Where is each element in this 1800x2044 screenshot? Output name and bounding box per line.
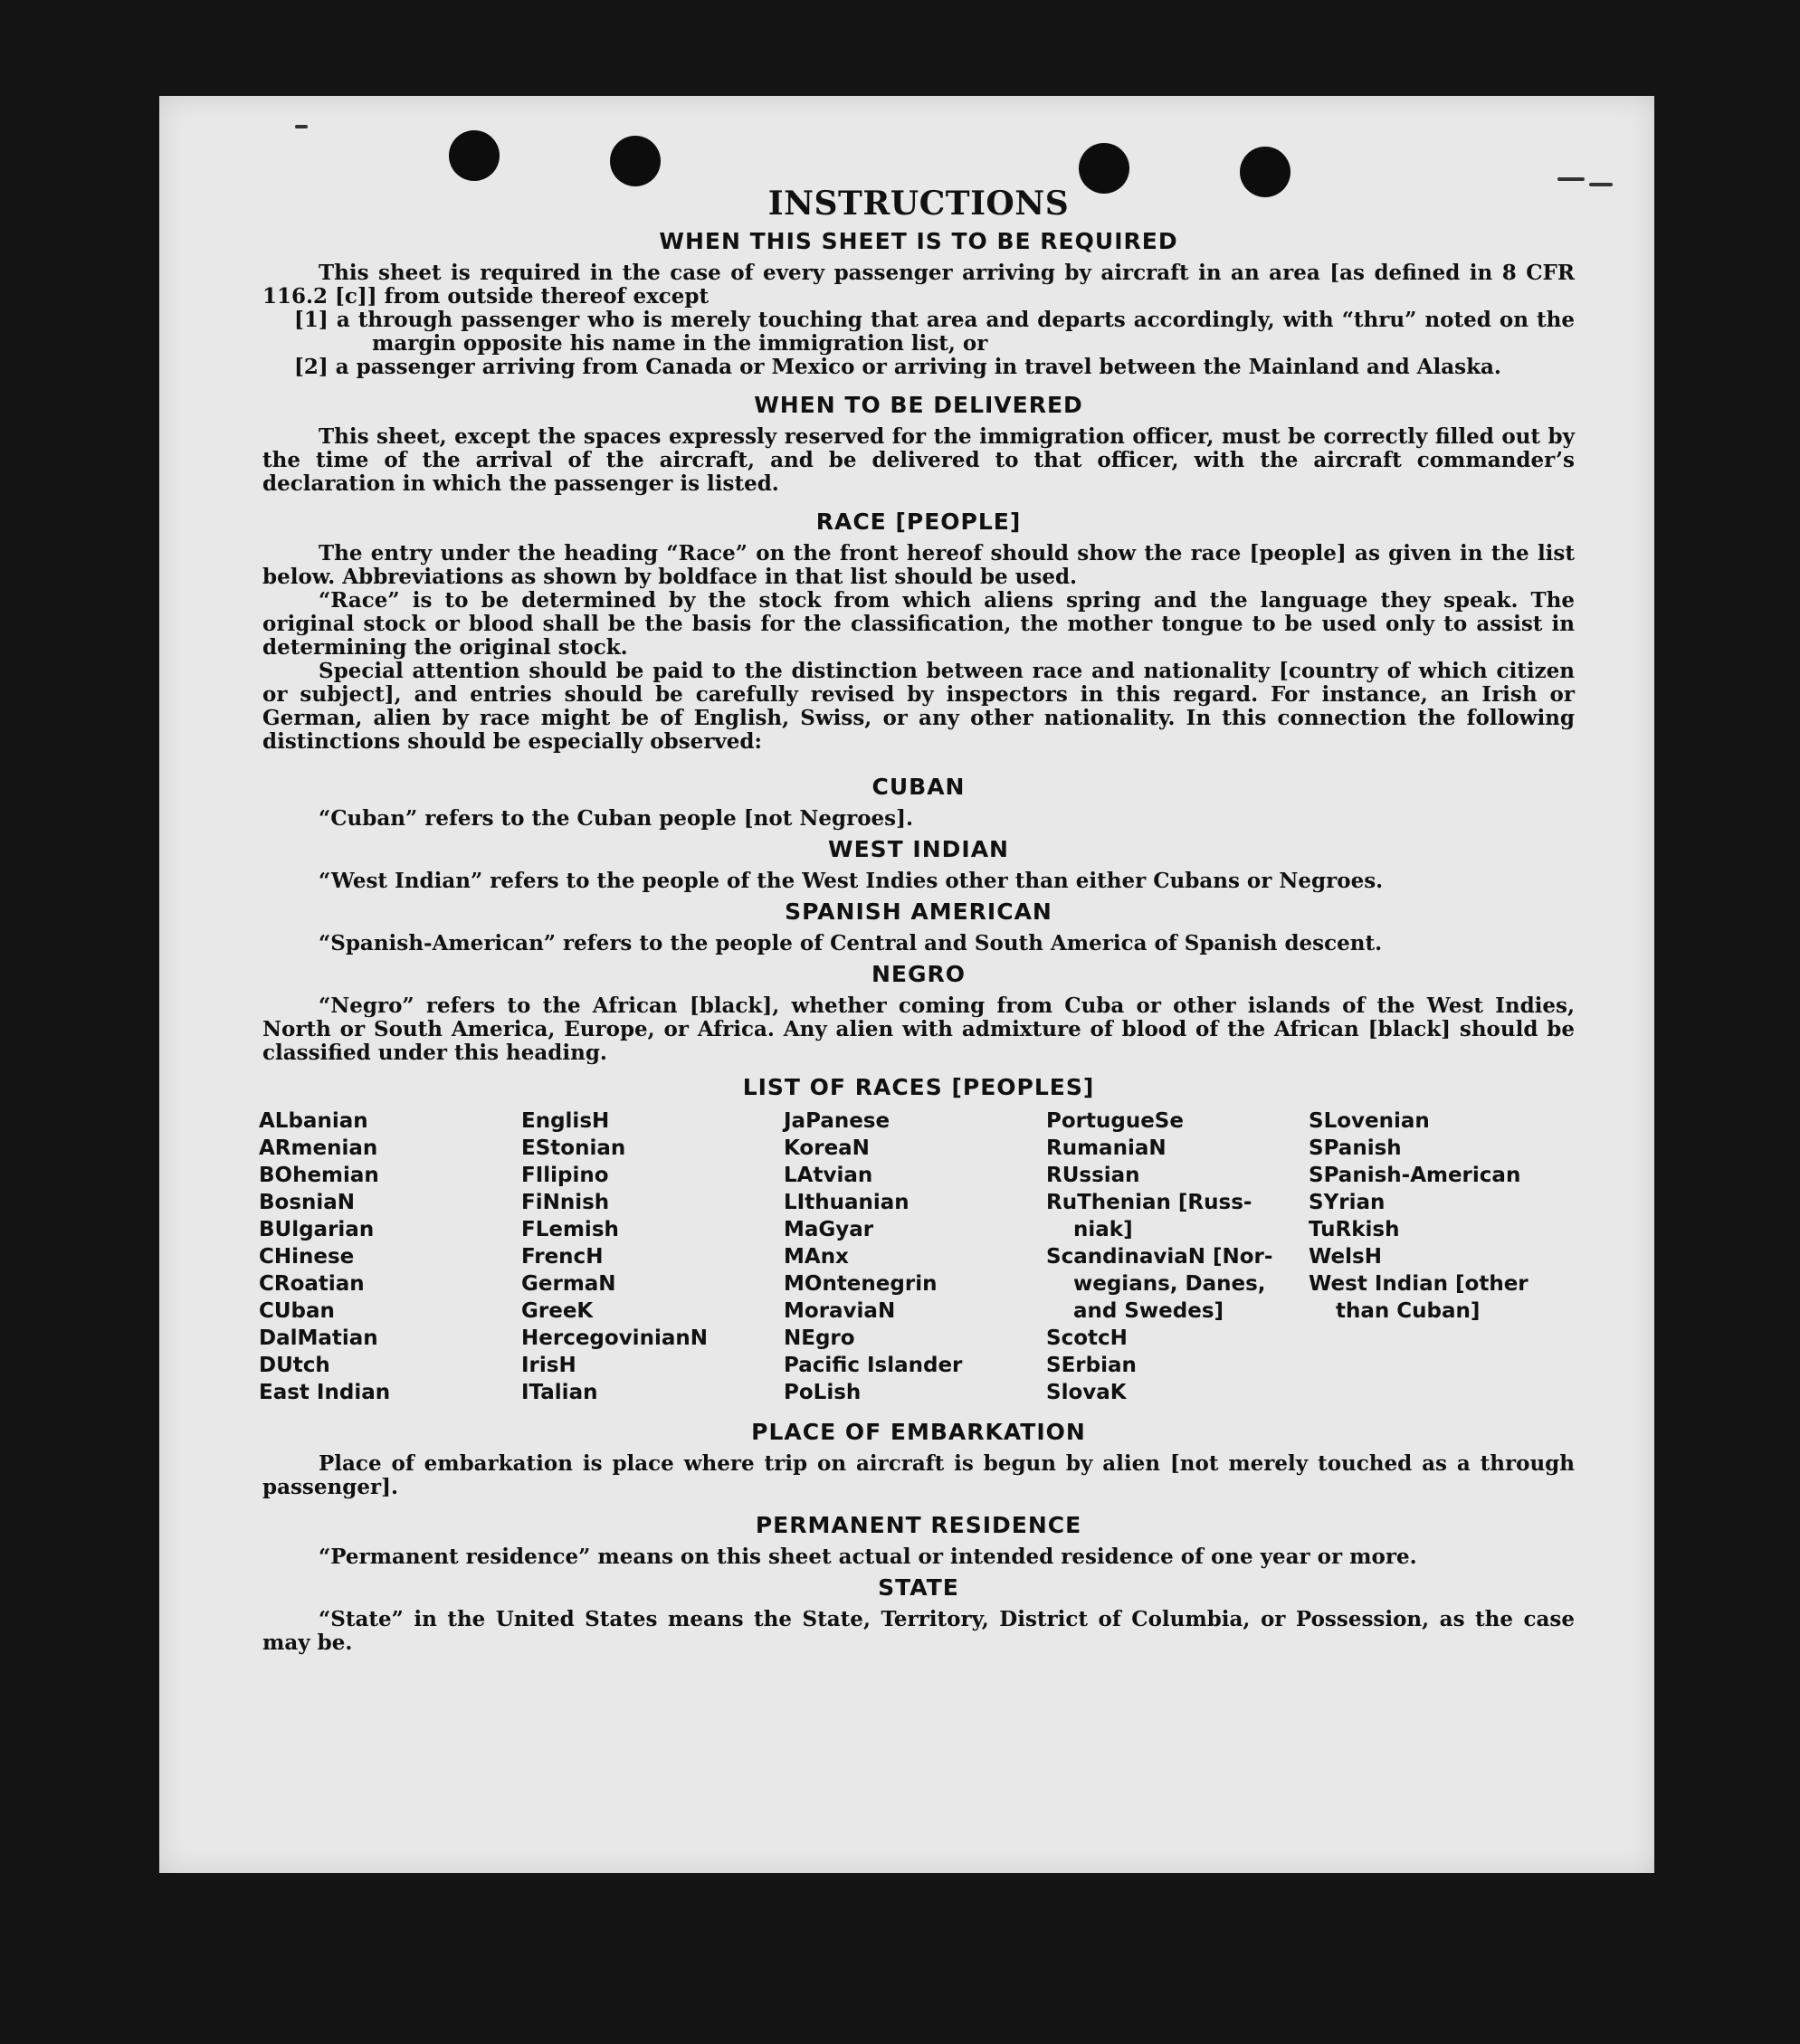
section-paragraph: “State” in the United States means the State, Territory, District of Columbia, or Possession, as the case may be. bbox=[262, 1607, 1575, 1655]
race-item: West Indian [other bbox=[1309, 1272, 1529, 1296]
race-item: SlovaK bbox=[1046, 1381, 1127, 1404]
race-item: LAtvian bbox=[784, 1164, 873, 1187]
section-heading: WEST INDIAN bbox=[828, 836, 1009, 862]
race-item: PoLish bbox=[784, 1381, 862, 1404]
race-item-continuation: than Cuban] bbox=[1336, 1299, 1481, 1323]
race-item: Pacific Islander bbox=[784, 1354, 963, 1377]
race-item: FLemish bbox=[521, 1218, 619, 1241]
punch-hole bbox=[610, 136, 661, 186]
race-item: HercegovinianN bbox=[521, 1326, 708, 1350]
race-item: JaPanese bbox=[784, 1109, 890, 1133]
section-state bbox=[262, 1574, 1575, 1655]
section-required bbox=[262, 228, 1575, 379]
race-item: CUban bbox=[259, 1299, 335, 1323]
section-heading: WHEN THIS SHEET IS TO BE REQUIRED bbox=[659, 228, 1178, 254]
speck bbox=[1557, 177, 1585, 181]
section-heading: RACE [PEOPLE] bbox=[815, 509, 1022, 535]
race-item: SPanish-American bbox=[1309, 1164, 1521, 1187]
race-item: ALbanian bbox=[259, 1109, 368, 1133]
race-item: EStonian bbox=[521, 1136, 626, 1160]
race-list-columns bbox=[259, 1108, 1575, 1406]
race-item: ScandinaviaN [Nor- bbox=[1046, 1245, 1273, 1269]
race-column bbox=[1046, 1108, 1309, 1406]
section-heading: WHEN TO BE DELIVERED bbox=[754, 392, 1083, 418]
exception-list bbox=[262, 309, 1575, 379]
race-item: SLovenian bbox=[1309, 1109, 1430, 1133]
race-item: MAnx bbox=[784, 1245, 849, 1269]
race-item: ITalian bbox=[521, 1381, 598, 1404]
race-item: SYrian bbox=[1309, 1191, 1386, 1214]
race-item: GermaN bbox=[521, 1272, 616, 1296]
race-item: KoreaN bbox=[784, 1136, 870, 1160]
page-title: INSTRUCTIONS bbox=[767, 185, 1070, 223]
section-heading: PLACE OF EMBARKATION bbox=[751, 1419, 1086, 1445]
section-paragraph: This sheet, except the spaces expressly reserved for the immigration officer, must be correctly filled out by the time of the arrival of the aircraft, and be delivered to that officer, with the aircraft commander’s declaration in which the passenger is listed. bbox=[262, 424, 1575, 496]
section-west-indian bbox=[262, 836, 1575, 893]
race-item: PortugueSe bbox=[1046, 1109, 1184, 1133]
race-item: East Indian bbox=[259, 1381, 391, 1404]
race-item: SErbian bbox=[1046, 1354, 1137, 1377]
race-column bbox=[521, 1108, 784, 1406]
section-delivered bbox=[262, 392, 1575, 496]
race-item: DalMatian bbox=[259, 1326, 378, 1350]
race-item: IrisH bbox=[521, 1354, 576, 1377]
document-sheet bbox=[159, 96, 1654, 1873]
section-heading: CUBAN bbox=[871, 774, 966, 800]
race-item: BosniaN bbox=[259, 1191, 356, 1214]
section-paragraph: “Permanent residence” means on this sheet actual or intended residence of one year or more. bbox=[319, 1545, 1417, 1569]
section-paragraph: “Spanish-American” refers to the people of Central and South America of Spanish descent. bbox=[319, 931, 1383, 955]
race-column bbox=[1309, 1108, 1571, 1406]
race-item: NEgro bbox=[784, 1326, 855, 1350]
race-item: RuThenian [Russ- bbox=[1046, 1191, 1252, 1214]
race-item-continuation: and Swedes] bbox=[1073, 1299, 1224, 1323]
section-heading: NEGRO bbox=[871, 961, 967, 987]
race-item: CHinese bbox=[259, 1245, 355, 1269]
section-paragraph: Special attention should be paid to the distinction between race and nationality [country of which citizen or subject], and entries should be carefully revised by inspectors in this regard. For instance, an Irish or German, alien by race might be of English, Swiss, or any other nationality. In this connection the following distinctions should be especially observed: bbox=[262, 659, 1575, 754]
section-spanish-american bbox=[262, 898, 1575, 955]
exception-item: [2] a passenger arriving from Canada or Mexico or arriving in travel between the Mainland and Alaska. bbox=[294, 355, 1501, 379]
race-item: SPanish bbox=[1309, 1136, 1402, 1160]
section-paragraph: “Negro” refers to the African [black], whether coming from Cuba or other islands of the West Indies, North or South America, Europe, or Africa. Any alien with admixture of blood of the African [black] should be classified under this heading. bbox=[262, 993, 1575, 1065]
race-item: EnglisH bbox=[521, 1109, 610, 1133]
race-item: CRoatian bbox=[259, 1272, 365, 1296]
race-column bbox=[259, 1108, 521, 1406]
instructions-content bbox=[259, 185, 1575, 1655]
section-paragraph: This sheet is required in the case of every passenger arriving by aircraft in an area [as defined in 8 CFR 116.2 [c]] from outside thereof except bbox=[262, 261, 1575, 309]
race-item: FiNnish bbox=[521, 1191, 610, 1214]
section-paragraph: “West Indian” refers to the people of the West Indies other than either Cubans or Negroes. bbox=[319, 869, 1384, 893]
exception-item: [1] a through passenger who is merely touching that area and departs accordingly, with “thru” noted on the margin opposite his name in the immigration list, or bbox=[294, 308, 1575, 356]
race-item: DUtch bbox=[259, 1354, 330, 1377]
section-paragraph: The entry under the heading “Race” on the front hereof should show the race [people] as given in the list below. Abbreviations as shown by boldface in that list should be used. bbox=[262, 541, 1575, 589]
race-item: FrencH bbox=[521, 1245, 604, 1269]
section-race bbox=[262, 509, 1575, 754]
section-permanent-residence bbox=[262, 1512, 1575, 1569]
section-paragraph: Place of embarkation is place where trip on aircraft is begun by alien [not merely touched as a through passenger]. bbox=[262, 1451, 1575, 1499]
section-paragraph: “Cuban” refers to the Cuban people [not Negroes]. bbox=[319, 806, 914, 831]
section-heading: STATE bbox=[878, 1574, 959, 1601]
section-negro bbox=[262, 961, 1575, 1065]
section-embarkation bbox=[262, 1419, 1575, 1499]
race-list-heading: LIST OF RACES [PEOPLES] bbox=[742, 1074, 1095, 1100]
section-cuban bbox=[262, 774, 1575, 831]
section-paragraph: “Race” is to be determined by the stock from which aliens spring and the language they speak. The original stock or blood shall be the basis for the classification, the mother tongue to be used only to assist in determining the original stock. bbox=[262, 588, 1575, 660]
race-item: RumaniaN bbox=[1046, 1136, 1167, 1160]
race-list-section bbox=[259, 1074, 1575, 1406]
race-item-continuation: niak] bbox=[1073, 1218, 1133, 1241]
race-item: FIlipino bbox=[521, 1164, 609, 1187]
race-item: MaGyar bbox=[784, 1218, 874, 1241]
section-heading: SPANISH AMERICAN bbox=[785, 898, 1052, 925]
race-item: ScotcH bbox=[1046, 1326, 1128, 1350]
race-item: MoraviaN bbox=[784, 1299, 896, 1323]
punch-hole bbox=[449, 130, 500, 181]
race-item: RUssian bbox=[1046, 1164, 1140, 1187]
race-item: LIthuanian bbox=[784, 1191, 910, 1214]
speck bbox=[295, 125, 308, 128]
race-item: BUlgarian bbox=[259, 1218, 375, 1241]
section-heading: PERMANENT RESIDENCE bbox=[755, 1512, 1082, 1538]
race-item: TuRkish bbox=[1309, 1218, 1400, 1241]
race-item: GreeK bbox=[521, 1299, 594, 1323]
race-item-continuation: wegians, Danes, bbox=[1073, 1272, 1266, 1296]
race-column bbox=[784, 1108, 1046, 1406]
race-item: MOntenegrin bbox=[784, 1272, 938, 1296]
speck bbox=[1589, 183, 1613, 186]
race-item: BOhemian bbox=[259, 1164, 379, 1187]
race-item: ARmenian bbox=[259, 1136, 378, 1160]
race-item: WelsH bbox=[1309, 1245, 1382, 1269]
